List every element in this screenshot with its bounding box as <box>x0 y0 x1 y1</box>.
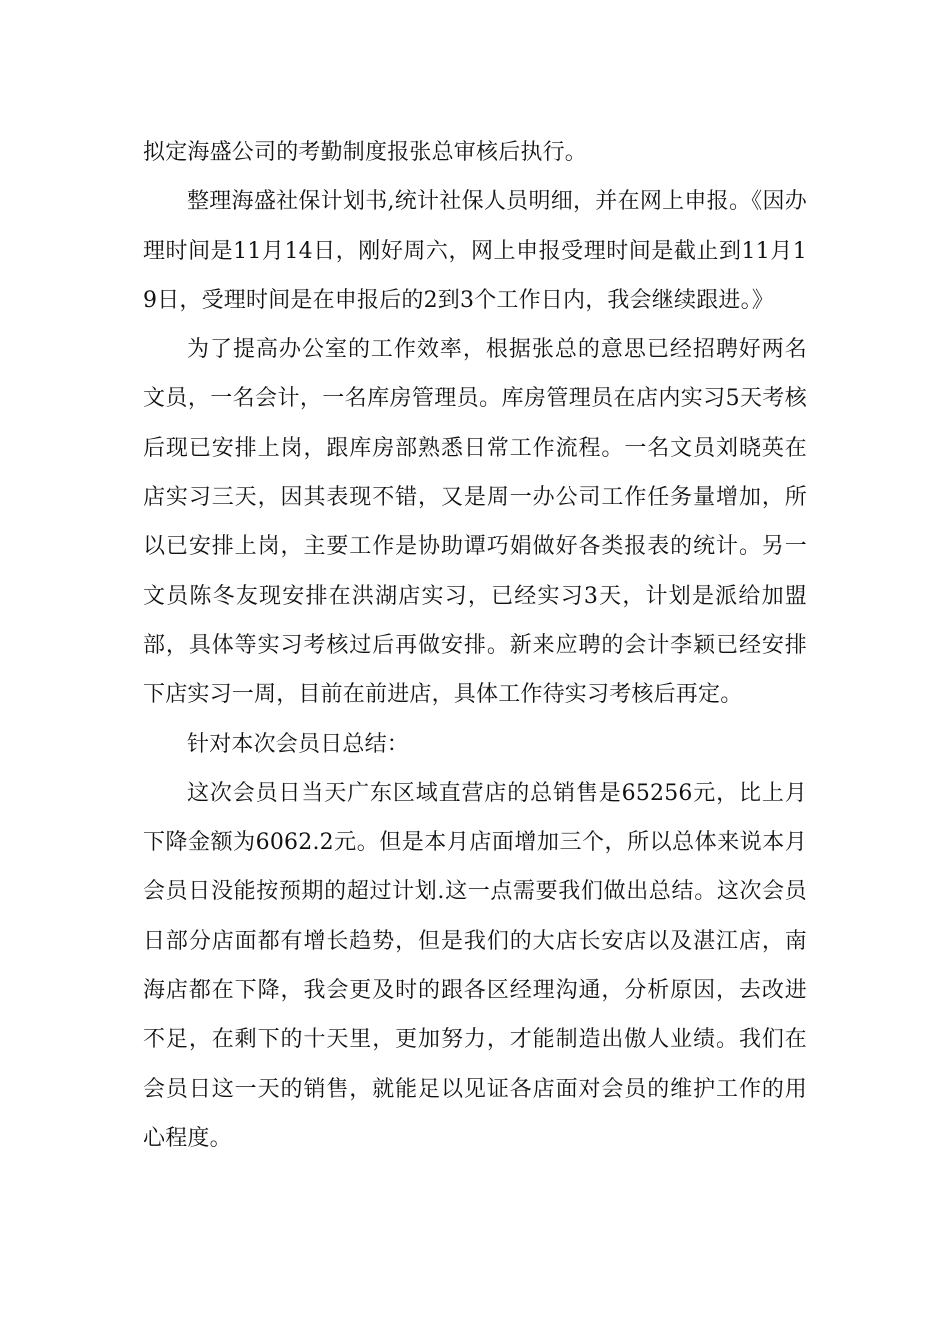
paragraph-social-security: 整理海盛社保计划书,统计社保人员明细，并在网上申报。《因办理时间是11月14日，刚好周六，网上申报受理时间是截止到11月19日，受理时间是在申报后的2到3个工作日内，我会继续跟进。》 <box>143 189 807 313</box>
document-body <box>143 128 807 1163</box>
paragraph-recruitment: 为了提高办公室的工作效率，根据张总的意思已经招聘好两名文员，一名会计，一名库房管理员。库房管理员在店内实习5天考核后现已安排上岗，跟库房部熟悉日常工作流程。一名文员刘晓英在店实习三天，因其表现不错，又是周一办公司工作任务量增加，所以已安排上岗，主要工作是协助谭巧娟做好各类报表的统计。另一文员陈冬友现安排在洪湖店实习，已经实习3天，计划是派给加盟部，具体等实习考核过后再做安排。新来应聘的会计李颖已经安排下店实习一周，目前在前进店，具体工作待实习考核后再定。 <box>143 337 807 708</box>
paragraph-member-day-heading: 针对本次会员日总结： <box>187 731 410 757</box>
paragraph-attendance: 拟定海盛公司的考勤制度报张总审核后执行。 <box>143 140 588 165</box>
paragraph-member-day-summary: 这次会员日当天广东区域直营店的总销售是65256元，比上月下降金额为6062.2元。但是本月店面增加三个，所以总体来说本月会员日没能按预期的超过计划.这一点需要我们做出总结。这次会员日部分店面都有增长趋势，但是我们的大店长安店以及湛江店，南海店都在下降，我会更及时的跟各区经理沟通，分析原因，去改进不足，在剩下的十天里，更加努力，才能制造出傲人业绩。我们在会员日这一天的销售，就能足以见证各店面对会员的维护工作的用心程度。 <box>143 780 807 1151</box>
